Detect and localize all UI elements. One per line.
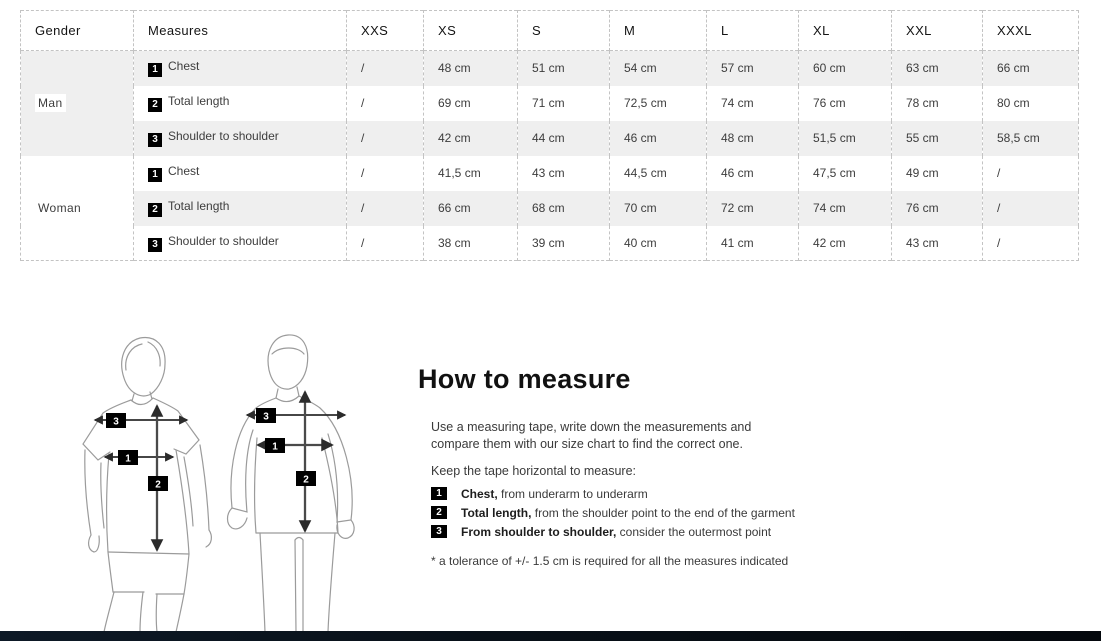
table-row (21, 86, 1079, 121)
value-cell: 68 cm (518, 191, 610, 226)
value-cell: / (983, 156, 1079, 191)
step-text (461, 487, 648, 501)
measure-label: Chest (168, 59, 200, 74)
value-cell: / (347, 156, 424, 191)
value-cell: 71 cm (518, 86, 610, 121)
value-cell: / (347, 121, 424, 156)
value-cell: 74 cm (707, 86, 799, 121)
size-chart-table (20, 10, 1079, 261)
value-cell: 51 cm (518, 51, 610, 86)
step-number-badge: 2 (431, 506, 447, 519)
figure-badge-2 (148, 476, 168, 491)
step-bold-text: Chest, (461, 487, 498, 501)
bottom-bar (0, 631, 1101, 641)
value-cell: 80 cm (983, 86, 1079, 121)
step-rest-text: consider the outermost point (616, 525, 772, 539)
step-text (461, 506, 795, 520)
value-cell: 69 cm (424, 86, 518, 121)
header-xl: XL (799, 11, 892, 51)
value-cell: 66 cm (983, 51, 1079, 86)
gender-cell (21, 51, 134, 156)
value-cell: 39 cm (518, 226, 610, 261)
value-cell: 46 cm (707, 156, 799, 191)
header-gender: Gender (21, 11, 134, 51)
value-cell: 43 cm (892, 226, 983, 261)
step-number-badge: 1 (431, 487, 447, 500)
measure-cell (134, 226, 347, 261)
step-bold-text: From shoulder to shoulder, (461, 525, 617, 539)
value-cell: 47,5 cm (799, 156, 892, 191)
svg-text:1: 1 (125, 453, 131, 465)
measure-number-badge: 3 (148, 133, 162, 147)
value-cell: / (347, 86, 424, 121)
table-row (21, 51, 1079, 86)
header-xxs: XXS (347, 11, 424, 51)
value-cell: 46 cm (610, 121, 707, 156)
header-xxxl: XXXL (983, 11, 1079, 51)
how-to-measure-section (418, 364, 938, 568)
value-cell: 48 cm (707, 121, 799, 156)
header-s: S (518, 11, 610, 51)
measure-step (431, 525, 938, 539)
measure-number-badge: 2 (148, 203, 162, 217)
value-cell: 38 cm (424, 226, 518, 261)
step-number-badge: 3 (431, 525, 447, 538)
measure-number-badge: 3 (148, 238, 162, 252)
svg-text:1: 1 (272, 441, 278, 453)
measure-cell (134, 121, 347, 156)
gender-label: Man (35, 94, 66, 112)
header-xs: XS (424, 11, 518, 51)
value-cell: 44,5 cm (610, 156, 707, 191)
tolerance-footnote: * a tolerance of +/- 1.5 cm is required for all the measures indicated (431, 554, 789, 568)
value-cell: 41,5 cm (424, 156, 518, 191)
value-cell: 51,5 cm (799, 121, 892, 156)
value-cell: / (347, 51, 424, 86)
value-cell: / (347, 226, 424, 261)
measure-cell (134, 86, 347, 121)
value-cell: 57 cm (707, 51, 799, 86)
measure-cell (134, 156, 347, 191)
figure-badge-1 (118, 450, 138, 465)
header-measures: Measures (134, 11, 347, 51)
value-cell: 60 cm (799, 51, 892, 86)
value-cell: 42 cm (799, 226, 892, 261)
value-cell: / (983, 191, 1079, 226)
figure-badge-3 (106, 413, 126, 428)
measure-step (431, 487, 938, 501)
measure-label: Total length (168, 199, 230, 213)
value-cell: 43 cm (518, 156, 610, 191)
header-l: L (707, 11, 799, 51)
svg-text:2: 2 (155, 479, 161, 491)
measure-cell (134, 191, 347, 226)
figure-badge-2 (296, 471, 316, 486)
figure-badge-1 (265, 438, 285, 453)
measure-number-badge: 2 (148, 98, 162, 112)
value-cell: 66 cm (424, 191, 518, 226)
gender-cell (21, 156, 134, 261)
intro-text (431, 419, 938, 453)
value-cell: 42 cm (424, 121, 518, 156)
measure-label: Shoulder to shoulder (168, 129, 279, 143)
table-row (21, 121, 1079, 156)
measure-number-badge: 1 (148, 168, 162, 182)
header-xxl: XXL (892, 11, 983, 51)
table-row (21, 226, 1079, 261)
how-to-measure-title: How to measure (418, 364, 631, 394)
keep-tape-line: Keep the tape horizontal to measure: (431, 464, 636, 478)
value-cell: 48 cm (424, 51, 518, 86)
measure-figures-illustration (60, 330, 400, 632)
measure-label: Chest (168, 164, 200, 178)
intro-line-1: Use a measuring tape, write down the measurements and (431, 420, 752, 434)
value-cell: 70 cm (610, 191, 707, 226)
table-row (21, 191, 1079, 226)
table-row (21, 156, 1079, 191)
sweatshirt-figure (228, 335, 355, 632)
value-cell: 41 cm (707, 226, 799, 261)
value-cell: 63 cm (892, 51, 983, 86)
value-cell: 72,5 cm (610, 86, 707, 121)
step-bold-text: Total length, (461, 506, 532, 520)
value-cell: 55 cm (892, 121, 983, 156)
value-cell: 58,5 cm (983, 121, 1079, 156)
measure-label: Total length (168, 94, 230, 108)
value-cell: / (347, 191, 424, 226)
svg-text:2: 2 (303, 474, 309, 486)
figure-badge-3 (256, 408, 276, 423)
measure-step (431, 506, 938, 520)
svg-text:3: 3 (263, 411, 269, 423)
table-header-row (21, 11, 1079, 51)
value-cell: 76 cm (799, 86, 892, 121)
step-rest-text: from the shoulder point to the end of the garment (531, 506, 795, 520)
svg-text:3: 3 (113, 416, 119, 428)
value-cell: 74 cm (799, 191, 892, 226)
value-cell: / (983, 226, 1079, 261)
measure-label: Shoulder to shoulder (168, 233, 279, 248)
steps-list (431, 487, 938, 539)
value-cell: 78 cm (892, 86, 983, 121)
value-cell: 40 cm (610, 226, 707, 261)
header-m: M (610, 11, 707, 51)
measure-number-badge: 1 (148, 63, 162, 77)
measure-cell (134, 51, 347, 86)
value-cell: 72 cm (707, 191, 799, 226)
intro-line-2: compare them with our size chart to find the correct one. (431, 437, 743, 451)
step-text (461, 525, 771, 539)
step-rest-text: from underarm to underarm (497, 487, 648, 501)
value-cell: 54 cm (610, 51, 707, 86)
tshirt-figure (83, 338, 211, 632)
value-cell: 44 cm (518, 121, 610, 156)
value-cell: 76 cm (892, 191, 983, 226)
gender-label: Woman (38, 200, 82, 215)
value-cell: 49 cm (892, 156, 983, 191)
